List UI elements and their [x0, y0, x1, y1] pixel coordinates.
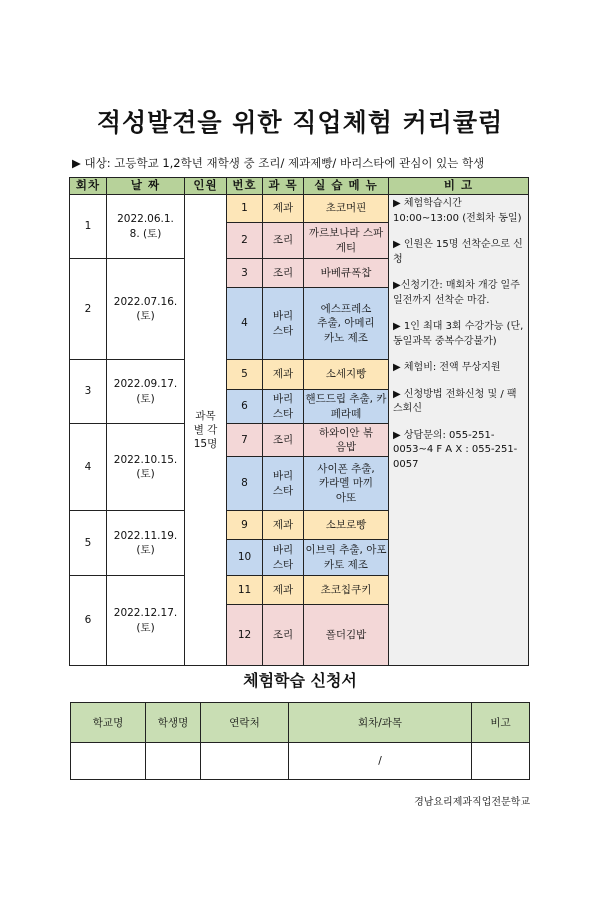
note-method: ▶ 신청방법 전화신청 및 / 팩스회신: [393, 388, 517, 414]
form-remarks-field[interactable]: [472, 743, 530, 780]
row-subject: 바리 스타: [263, 390, 304, 424]
row-number: 11: [227, 576, 263, 605]
header-menu: 실 습 메 뉴: [304, 178, 389, 195]
row-number: 7: [227, 424, 263, 457]
row-subject: 조리: [263, 424, 304, 457]
row-menu: 에스프레소 추출, 아메리카노 제조: [304, 288, 389, 360]
capacity-cell: 과목별 각 15명: [185, 195, 227, 666]
row-subject: 제과: [263, 576, 304, 605]
row-menu: 소세지빵: [304, 360, 389, 390]
form-title: 체험학습 신청서: [243, 671, 357, 690]
row-subject: 제과: [263, 360, 304, 390]
application-form-table: [70, 702, 530, 780]
row-menu: 바베큐폭찹: [304, 259, 389, 288]
row-menu: 핸드드립 추출, 카페라떼: [304, 390, 389, 424]
row-number: 10: [227, 540, 263, 576]
header-session: 회차: [70, 178, 107, 195]
row-menu: 하와이안 볶음밥: [304, 424, 389, 457]
row-number: 3: [227, 259, 263, 288]
note-time: ▶ 체험학습시간 10:00~13:00 (전회차 동일): [393, 198, 522, 224]
row-number: 2: [227, 223, 263, 259]
header-notes: 비 고: [389, 178, 529, 195]
row-menu: 초코머핀: [304, 195, 389, 223]
row-subject: 조리: [263, 259, 304, 288]
row-subject: 조리: [263, 605, 304, 666]
form-header-student: 학생명: [146, 703, 201, 743]
row-number: 5: [227, 360, 263, 390]
form-school-field[interactable]: [71, 743, 146, 780]
session-number: 4: [70, 424, 107, 511]
row-subject: 제과: [263, 511, 304, 540]
session-number: 3: [70, 360, 107, 424]
row-menu: 폴더김밥: [304, 605, 389, 666]
header-number: 번호: [227, 178, 263, 195]
form-session-subject-field[interactable]: /: [289, 743, 472, 780]
row-subject: 바리 스타: [263, 288, 304, 360]
row-menu: 초코칩쿠키: [304, 576, 389, 605]
form-header-remarks: 비고: [472, 703, 530, 743]
header-capacity: 인원: [185, 178, 227, 195]
session-date: 2022.10.15. (토): [107, 424, 185, 511]
session-date: 2022.12.17. (토): [107, 576, 185, 666]
row-number: 1: [227, 195, 263, 223]
header-subject: 과 목: [263, 178, 304, 195]
session-date: 2022.11.19. (토): [107, 511, 185, 576]
session-date: 2022.06.1. 8. (토): [107, 195, 185, 259]
row-menu: 이브릭 추출, 아포카토 제조: [304, 540, 389, 576]
row-subject: 조리: [263, 223, 304, 259]
notes-column: [389, 195, 529, 666]
session-date: 2022.07.16. (토): [107, 259, 185, 360]
schedule-table: [69, 177, 529, 666]
note-fee: ▶ 체험비: 전액 무상지원: [393, 362, 501, 373]
form-header-school: 학교명: [71, 703, 146, 743]
note-capacity: ▶ 인원은 15명 선착순으로 신청: [393, 239, 523, 265]
form-contact-field[interactable]: [201, 743, 289, 780]
session-date: 2022.09.17. (토): [107, 360, 185, 424]
row-menu: 까르보나라 스파게티: [304, 223, 389, 259]
form-header-contact: 연락처: [201, 703, 289, 743]
page-title: 적성발견을 위한 직업체험 커리큘럼: [96, 108, 504, 137]
note-period: ▶신청기간: 매회차 개강 일주일전까지 선착순 마감.: [393, 280, 520, 306]
row-number: 4: [227, 288, 263, 360]
target-line: ▶ 대상: 고등학교 1,2학년 재학생 중 조리/ 제과제빵/ 바리스타에 관심이 있는 학생: [72, 156, 485, 170]
school-name: 경남요리제과직업전문학교: [414, 797, 530, 808]
form-student-field[interactable]: [146, 743, 201, 780]
note-contact: ▶ 상담문의: 055-251-0053~4 F A X : 055-251-0057: [393, 429, 518, 470]
row-number: 8: [227, 457, 263, 511]
row-subject: 바리 스타: [263, 540, 304, 576]
form-header-session-subject: 회차/과목: [289, 703, 472, 743]
row-subject: 바리 스타: [263, 457, 304, 511]
row-subject: 제과: [263, 195, 304, 223]
header-date: 날 짜: [107, 178, 185, 195]
row-number: 12: [227, 605, 263, 666]
row-menu: 소보로빵: [304, 511, 389, 540]
session-number: 2: [70, 259, 107, 360]
session-number: 1: [70, 195, 107, 259]
note-limit: ▶ 1인 최대 3회 수강가능 (단,동일과목 중복수강불가): [393, 321, 524, 347]
row-number: 9: [227, 511, 263, 540]
session-number: 6: [70, 576, 107, 666]
session-number: 5: [70, 511, 107, 576]
row-number: 6: [227, 390, 263, 424]
row-menu: 사이폰 추출, 카라멜 마끼아또: [304, 457, 389, 511]
